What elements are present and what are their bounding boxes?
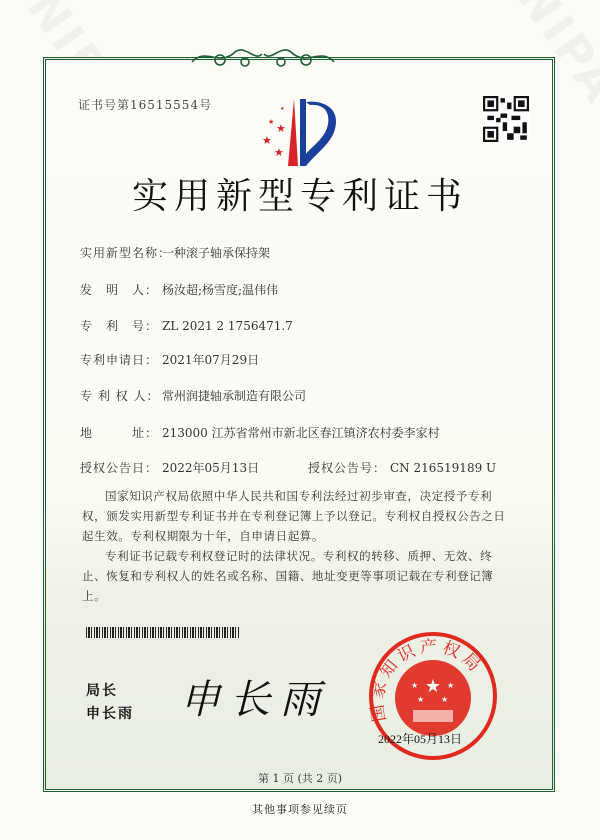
statement-paragraph: 国家知识产权局依照中华人民共和国专利法经过初步审查，决定授予专利权，颁发实用新型专利证书并在专利登记簿上予以登记。专利权自授权公告之日起生效。专利权期限为十年，自申请日起算。 (82, 489, 506, 543)
seal-text: 国家知识产权局 (367, 636, 487, 724)
continued-note: 其他事项参见续页 (252, 803, 348, 816)
svg-text:★: ★ (280, 106, 285, 112)
statement-paragraph: 专利证书记载专利权登记时的法律状况。专利权的转移、质押、无效、终止、恢复和专利权人的姓名或名称、国籍、地址变更等事项记载在专利登记簿上。 (82, 549, 494, 603)
qr-code (483, 96, 529, 142)
svg-text:★: ★ (411, 681, 419, 690)
ornament-top (190, 42, 336, 72)
field-grant-number: 授权公告号： CN 216519189 U (308, 461, 497, 475)
director-title: 局长 (86, 683, 118, 699)
cnipa-logo (258, 96, 348, 166)
svg-text:★: ★ (262, 134, 272, 147)
field-patent-number: 专 利 号： ZL 2021 2 1756471.7 (80, 319, 293, 333)
svg-text:★: ★ (441, 695, 449, 704)
svg-text:★: ★ (424, 676, 442, 697)
seal-date: 2022年05月13日 (378, 732, 463, 746)
director-signature: 申长雨 (180, 677, 330, 723)
certificate-title: 实用新型专利证书 (131, 176, 468, 217)
svg-text:★: ★ (447, 681, 455, 690)
director-name: 申长雨 (86, 706, 134, 722)
field-name: 实用新型名称：一种滚子轴承保持架 (80, 246, 271, 260)
svg-text:★: ★ (276, 122, 286, 135)
field-application-date: 专利申请日： 2021年07月29日 (80, 353, 260, 367)
certificate-number: 证书号第16515554号 (78, 98, 213, 112)
svg-text:★: ★ (417, 695, 425, 704)
field-address: 地 址： 213000 江苏省常州市新北区春江镇济农村委李家村 (80, 426, 440, 440)
field-patentee: 专 利 权 人： 常州润捷轴承制造有限公司 (80, 389, 307, 403)
field-inventors: 发 明 人： 杨汝超;杨雪度;温伟伟 (80, 283, 279, 297)
svg-text:★: ★ (274, 146, 284, 159)
page-number: 第 1 页 (共 2 页) (257, 772, 343, 785)
field-grant-date: 授权公告日： 2022年05月13日 (80, 461, 260, 475)
svg-text:★: ★ (268, 118, 275, 126)
barcode (86, 627, 239, 638)
